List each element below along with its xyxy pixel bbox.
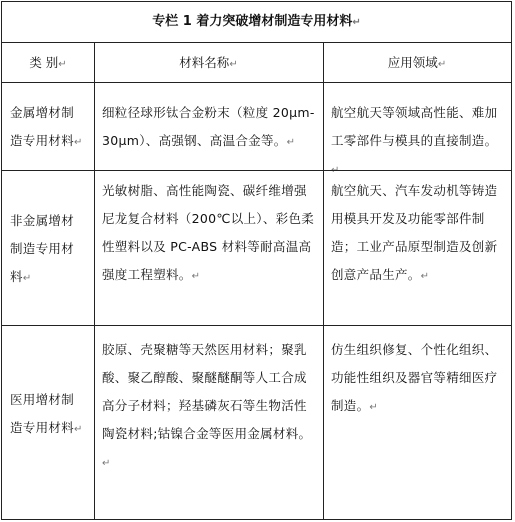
- header-materials: [94, 43, 323, 85]
- paragraph-mark-icon: ↵: [420, 271, 430, 282]
- applications-text: 航空航天、汽车发动机等铸造用模具开发及功能零部件制造；工业产品原型制造及创新创意产品生产。: [331, 183, 498, 282]
- table-title: [2, 2, 511, 42]
- header-category-label: 类 别: [29, 55, 59, 70]
- paragraph-mark-icon: ↵: [229, 59, 238, 70]
- paragraph-mark-icon: ↵: [22, 273, 32, 284]
- header-applications-label: 应用领域: [387, 55, 438, 70]
- row-category: [2, 386, 94, 444]
- category-text: 非金属增材制造专用材料: [10, 213, 75, 284]
- column-divider: [323, 42, 324, 519]
- paragraph-mark-icon: ↵: [74, 137, 83, 148]
- paragraph-mark-icon: ↵: [437, 59, 447, 70]
- paragraph-mark-icon: ↵: [331, 165, 340, 176]
- materials-text: 光敏树脂、高性能陶瓷、碳纤维增强尼龙复合材料（200℃以上）、彩色柔性塑料以及 PC-ABS 材料等耐高温高强度工程塑料。: [102, 183, 315, 282]
- category-text: 金属增材制造专用材料: [10, 105, 75, 148]
- table-row: [2, 325, 511, 520]
- paragraph-mark-icon: ↵: [369, 402, 379, 413]
- header-applications: [323, 43, 511, 85]
- materials-text: 胶原、壳聚糖等天然医用材料；聚乳酸、聚乙醇酸、聚醚醚酮等人工合成高分子材料；羟基磷灰石等生物活性陶瓷材料;钴镍合金等医用金属材料。: [102, 342, 312, 441]
- paragraph-mark-icon: ↵: [58, 59, 67, 70]
- table-title-text: 专栏 1 着力突破增材制造专用材料: [152, 14, 353, 29]
- paragraph-mark-icon: ↵: [102, 458, 111, 469]
- paragraph-mark-icon: ↵: [352, 17, 361, 28]
- row-applications: [323, 177, 511, 291]
- row-materials: [94, 177, 323, 291]
- header-category: [2, 43, 94, 85]
- category-text: 医用增材制造专用材料: [10, 392, 75, 435]
- paragraph-mark-icon: ↵: [286, 137, 296, 148]
- table-row: [2, 170, 511, 326]
- row-category: [2, 99, 94, 157]
- paragraph-mark-icon: ↵: [191, 271, 201, 282]
- row-materials: [94, 99, 323, 157]
- table-row: [2, 82, 511, 176]
- applications-text: 航空航天等领域高性能、难加工零部件与模具的直接制造。: [331, 105, 498, 148]
- column-divider: [94, 42, 95, 519]
- paragraph-mark-icon: ↵: [74, 424, 83, 435]
- header-row: [2, 42, 511, 83]
- material-table: [1, 1, 512, 520]
- row-category: [2, 207, 94, 293]
- row-applications: [323, 336, 511, 422]
- header-materials-label: 材料名称: [179, 55, 230, 70]
- applications-text: 仿生组织修复、个性化组织、功能性组织及器官等精细医疗制造。: [331, 342, 498, 413]
- row-materials: [94, 336, 323, 478]
- materials-text: 细粒径球形钛合金粉末（粒度 20μm-30μm）、高强钢、高温合金等。: [102, 105, 315, 148]
